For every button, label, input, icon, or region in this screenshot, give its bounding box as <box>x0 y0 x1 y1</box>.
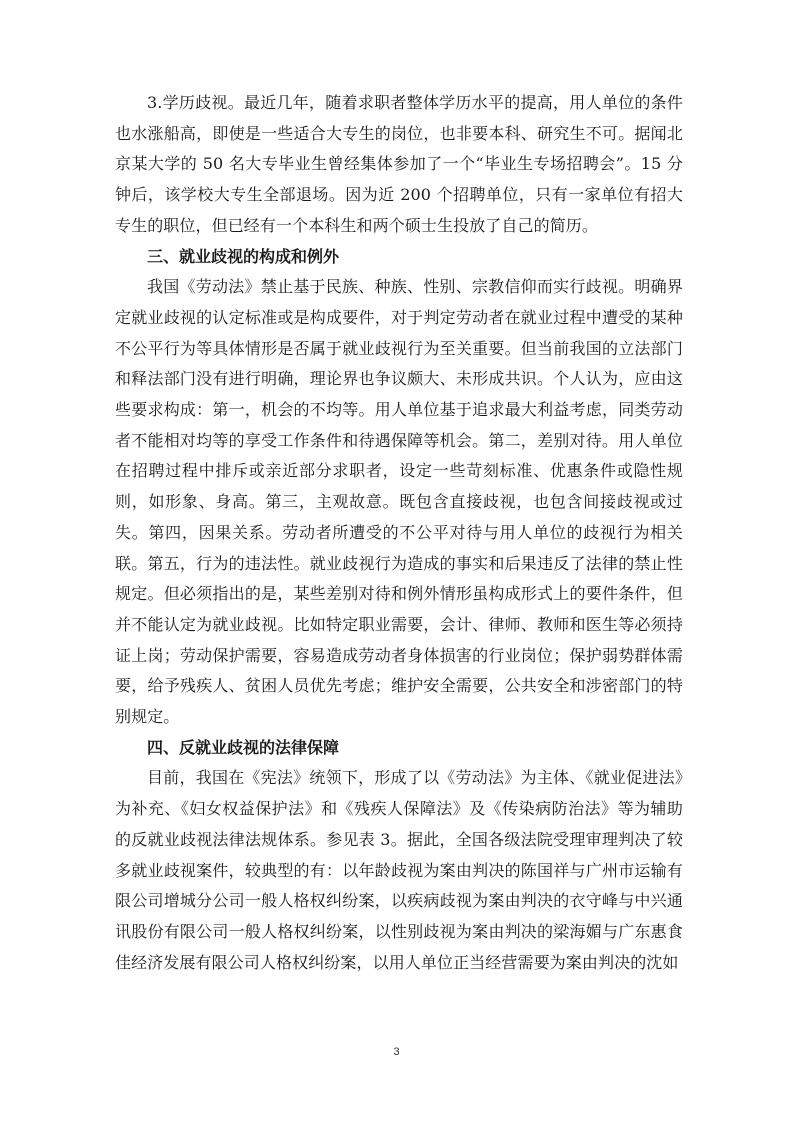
page-number: 3 <box>393 1046 400 1058</box>
paragraph-education-discrimination: 3.学历歧视。最近几年，随着求职者整体学历水平的提高，用人单位的条件也水涨船高，即使是一些适合大专生的岗位，也非要本科、研究生不可。据闻北京某大学的 50 名大专毕业生曾经集体参加了一个“毕业生专场招聘会”。15 分钟后，该学校大专生全部退场。因为近 200 个招聘单位，只有一家单位有招大专生的职位，但已经有一个本科生和两个硕士生投放了自己的简历。 <box>115 93 683 235</box>
paragraph-legal-protection: 目前，我国在《宪法》统领下，形成了以《劳动法》为主体、《就业促进法》为补充、《妇女权益保护法》和《残疾人保障法》及《传染病防治法》等为辅助的反就业歧视法律法规体系。参见表 3。据此，全国各级法院受理审理判决了较多就业歧视案件，较典型的有：以年龄歧视为案由判决的陈国祥与广州市运输有限公司增城分公司一般人格权纠纷案，以疾病歧视为案由判决的衣守峰与中兴通讯股份有限公司一般人格权纠纷案，以性别歧视为案由判决的梁海媚与广东惠食佳经济发展有限公司人格权纠纷案，以用人单位正当经营需要为案由判决的沈如 <box>115 768 683 972</box>
document-body <box>115 88 683 978</box>
section-heading-composition-exceptions: 三、就业歧视的构成和例外 <box>147 246 340 266</box>
section-heading-legal-protection: 四、反就业歧视的法律保障 <box>147 737 340 757</box>
paragraph-composition-exceptions: 我国《劳动法》禁止基于民族、种族、性别、宗教信仰而实行歧视。明确界定就业歧视的认定标准或是构成要件，对于判定劳动者在就业过程中遭受的某种不公平行为等具体情形是否属于就业歧视行为至关重要。但当前我国的立法部门和释法部门没有进行明确，理论界也争议颇大、未形成共识。个人认为，应由这些要求构成：第一，机会的不均等。用人单位基于追求最大利益考虑，同类劳动者不能相对均等的享受工作条件和待遇保障等机会。第二，差别对待。用人单位在招聘过程中排斥或亲近部分求职者，设定一些苛刻标准、优惠条件或隐性规则，如形象、身高。第三，主观故意。既包含直接歧视，也包含间接歧视或过失。第四，因果关系。劳动者所遭受的不公平对待与用人单位的歧视行为相关联。第五，行为的违法性。就业歧视行为造成的事实和后果违反了法律的禁止性规定。但必须指出的是，某些差别对待和例外情形虽构成形式上的要件条件，但并不能认定为就业歧视。比如特定职业需要，会计、律师、教师和医生等必须持证上岗；劳动保护需要，容易造成劳动者身体损害的行业岗位；保护弱势群体需要，给予残疾人、贫困人员优先考虑；维护安全需要，公共安全和涉密部门的特别规定。 <box>115 277 683 727</box>
